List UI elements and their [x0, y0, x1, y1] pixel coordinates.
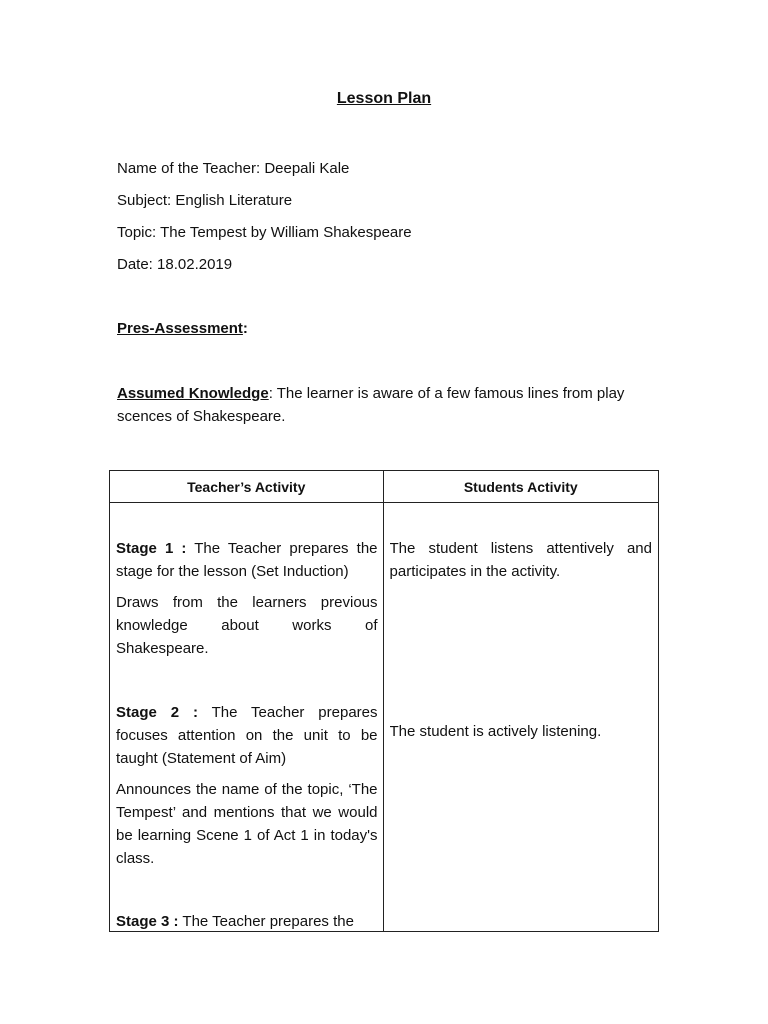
stage-2-label: Stage 2 : [116, 704, 198, 721]
teacher-label: Name of the Teacher: [117, 160, 261, 177]
stage-2-paragraph [116, 701, 378, 770]
teacher-name: Deepali Kale [264, 160, 350, 177]
topic-line [117, 224, 412, 241]
pre-assessment-label: Pres-Assessment [117, 320, 243, 337]
topic-label: Topic: [117, 224, 157, 241]
stage-2-text: The Teacher prepares focuses attention on the unit to be taught (Statement of Aim) [116, 704, 378, 767]
stage-1-text: The Teacher prepares the stage for the lesson (Set Induction) [116, 540, 378, 580]
table-row [110, 503, 659, 932]
stage-1-paragraph [116, 537, 378, 583]
activity-table [109, 470, 659, 932]
stage-3-label: Stage 3 : [116, 913, 179, 930]
date-label: Date: [117, 256, 153, 273]
assumed-knowledge-text: : The learner is aware of a few famous lines from play scences of Shakespeare. [117, 385, 625, 425]
students-activity-cell [383, 503, 658, 932]
stage-3-text: The Teacher prepares the [178, 913, 354, 930]
teacher-activity-header: Teacher’s Activity [110, 471, 384, 503]
stage-1-detail: Draws from the learners previous knowledge about works of Shakespeare. [116, 594, 378, 657]
pre-assessment-heading [117, 320, 248, 337]
subject-line [117, 192, 292, 209]
table-header-row [110, 471, 659, 503]
topic-value: The Tempest by William Shakespeare [160, 224, 412, 241]
stage-1-label: Stage 1 : [116, 540, 187, 557]
student-stage-1-text: The student listens attentively and participates in the activity. [389, 540, 652, 580]
subject-value: English Literature [175, 192, 293, 209]
teacher-name-line [117, 160, 349, 177]
assumed-knowledge-paragraph [117, 382, 647, 428]
assumed-knowledge-label: Assumed Knowledge [117, 385, 269, 402]
students-activity-header: Students Activity [383, 471, 658, 503]
teacher-activity-cell [110, 503, 384, 932]
page-title: Lesson Plan [336, 90, 432, 107]
date-value: 18.02.2019 [157, 256, 233, 273]
subject-label: Subject: [117, 192, 172, 209]
stage-3-paragraph [116, 910, 378, 931]
student-stage-2-text: The student is actively listening. [389, 723, 602, 740]
pre-assessment-colon: : [242, 320, 248, 337]
stage-2-detail: Announces the name of the topic, ‘The Tempest’ and mentions that we would be learning Scene 1 of Act 1 in today's class. [116, 781, 378, 867]
date-line [117, 256, 232, 273]
